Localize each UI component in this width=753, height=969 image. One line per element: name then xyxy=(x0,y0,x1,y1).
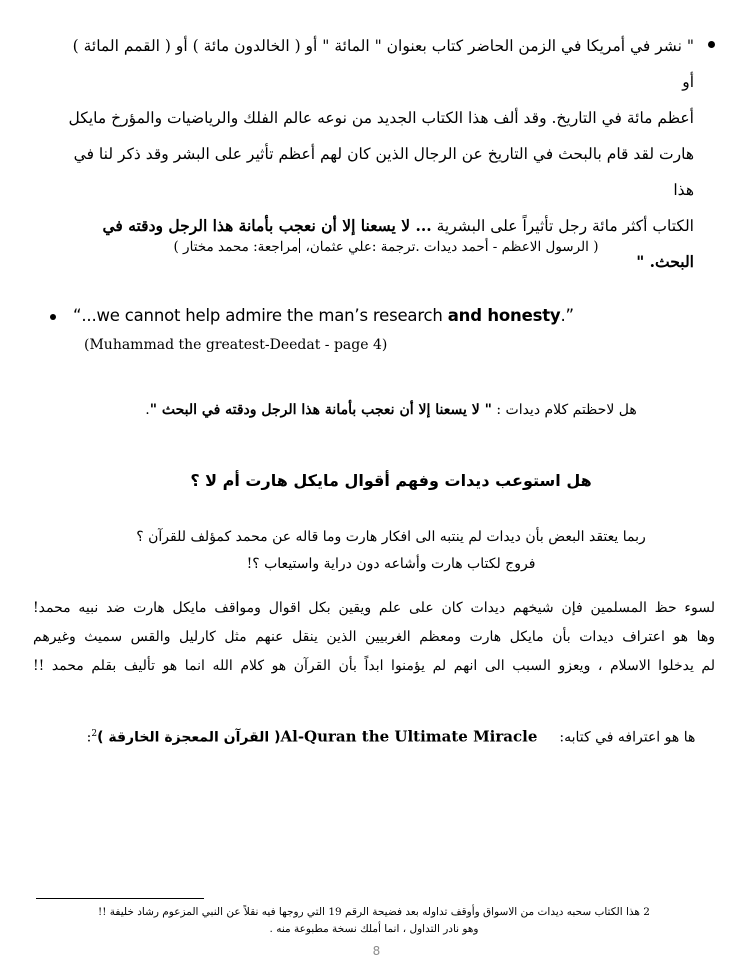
arabic-paragraph-block-line-1: لسوء حظ المسلمين فإن شيخهم ديدات كان على علم ويقين بكل اقوال ومواقف مايكل هارت ضد نبيه محمد! xyxy=(33,600,715,616)
arabic-paragraph-block xyxy=(33,594,715,681)
arabic-quote-line-4-normal: الكتاب أكثر مائة رجل تأثيراً على البشرية xyxy=(431,217,694,235)
arabic-citation-after-caret: مراجعة: محمد مختار ) xyxy=(173,239,299,255)
footnote-line-1 xyxy=(33,904,715,921)
english-quote-bold: and honesty xyxy=(447,306,561,325)
footnote-separator-rule xyxy=(36,898,204,899)
footnote-marker-reference: 2 xyxy=(91,729,98,739)
arabic-section-heading: هل استوعب ديدات وفهم أقوال مايكل هارت أم لا ؟ xyxy=(190,471,592,490)
arabic-paragraph-center-line-2: فروج لكتاب هارت وأشاعه دون دراية واستيعاب ؟! xyxy=(246,556,536,572)
arabic-paragraph-center xyxy=(67,524,715,578)
book-title-line xyxy=(67,722,715,750)
english-quote-text xyxy=(73,305,574,326)
arabic-paragraph-block-line-2: وها هو اعتراف ديدات بأن مايكل هارت ومعظم الغربيين الذين ينقل عنهم مثل كارليل والقس سميث وغيرهم xyxy=(33,629,715,645)
bullet-dot-icon xyxy=(708,41,715,48)
arabic-remark-suffix: . xyxy=(145,402,150,418)
page-number: 8 xyxy=(372,944,381,958)
arabic-paragraph-center-line-1: ربما يعتقد البعض بأن ديدات لم ينتبه الى افكار هارت وما قاله عن محمد كمؤلف للقرآن ؟ xyxy=(136,529,646,545)
arabic-paragraph-block-line-3: لم يدخلوا الاسلام ، ويعزو السبب الى انهم لم يؤمنوا ابداً بأن القرآن هو كلام الله انما هو تأليف بقلم محمد !! xyxy=(33,658,715,674)
arabic-quote-line-5-bold: البحث. " xyxy=(636,252,694,271)
book-title-arabic: ( القرآن المعجزة الخارقة ) xyxy=(97,729,281,746)
english-bullet-quote xyxy=(44,305,694,355)
arabic-citation-inner xyxy=(67,236,715,258)
english-quote-normal: “...we cannot help admire the man’s research xyxy=(73,306,448,325)
footnote-line-1-text: هذا الكتاب سحبه ديدات من الاسواق وأوقف تداوله بعد فضيحة الرقم 19 التي روجها فيه نقلاً عن النبي المزعوم رشاد خليفة !! xyxy=(98,906,640,918)
arabic-quote-line-3: هارت لقد قام بالبحث في التاريخ عن الرجال الذين كان لهم أعظم تأثير على البشر وقد ذكر لنا في هذا xyxy=(73,145,694,199)
footnote-marker: 2 xyxy=(643,906,650,918)
arabic-remark-bold-quote: " لا يسعنا إلا أن نعجب بأمانة هذا الرجل ودقته في البحث " xyxy=(149,402,492,418)
arabic-quote-line-4-bold: ... لا يسعنا إلا أن نعجب بأمانة هذا الرجل ودقته في xyxy=(102,216,432,235)
arabic-citation xyxy=(67,236,715,258)
arabic-citation-before-caret: ( الرسول الاعظم - أحمد ديدات .ترجمة :علي عثمان، xyxy=(301,239,599,255)
arabic-remark-line xyxy=(67,398,715,422)
bullet-dot-icon xyxy=(50,314,56,320)
book-title-suffix: : xyxy=(86,729,92,746)
arabic-remark-prefix: هل لاحظتم كلام ديدات : xyxy=(491,402,637,418)
english-quote-source: (Muhammad the greatest-Deedat - page 4) xyxy=(84,337,388,353)
book-title-arabic-prefix: ها هو اعترافه في كتابه: xyxy=(559,729,696,746)
footnote-text xyxy=(33,904,715,938)
footnote-line-2: وهو نادر التداول ، انما أملك نسخة مطبوعة منه . xyxy=(269,923,479,935)
arabic-quote-line-2: أعظم مائة في التاريخ. وقد ألف هذا الكتاب الجديد من نوعه عالم الفلك والرياضيات والمؤرخ مايكل xyxy=(68,109,694,127)
arabic-quote-line-1: " نشر في أمريكا في الزمن الحاضر كتاب بعنوان " المائة " أو ( الخالدون مائة ) أو ( القمم المائة ) أو xyxy=(72,37,694,91)
english-quote-end: .” xyxy=(560,306,574,325)
book-title-english: Al-Quran the Ultimate Miracle xyxy=(280,727,538,746)
english-bullet-row xyxy=(44,305,694,326)
